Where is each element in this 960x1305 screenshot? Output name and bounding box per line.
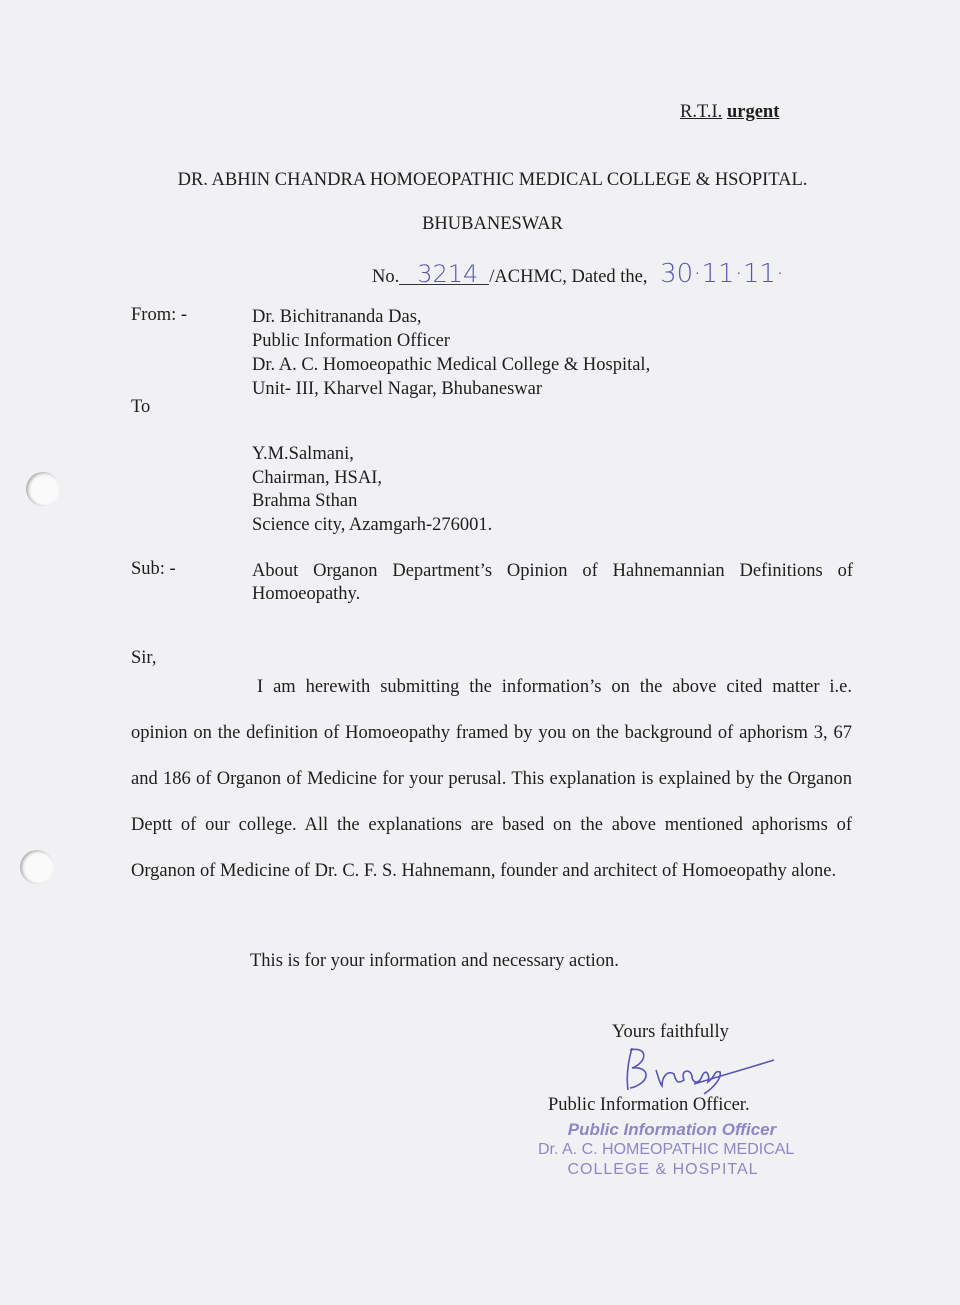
address-line: Y.M.Salmani, [252,444,354,464]
subject-text: About Organon Department’s Opinion of Hahnemannian Definitions of Homoeopathy. [252,561,853,604]
from-address [252,305,650,401]
signature-graphic [618,1040,778,1096]
address-line: Science city, Azamgarh-276001. [252,514,493,535]
stamp-line: Dr. A. C. HOMEOPATHIC MEDICAL [538,1141,795,1158]
salutation: Sir, [131,648,157,668]
address-line: Chairman, HSAI, [252,467,382,488]
subject-label: Sub: - [131,559,176,579]
urgent-label: urgent [726,102,780,122]
reference-line [372,259,784,289]
to-address [252,443,492,537]
ref-suffix: /ACHMC, Dated the, [489,267,648,287]
signature [618,1040,778,1102]
to-label: To [131,397,151,417]
address-line: Dr. Bichitrananda Das, [252,307,422,327]
body-paragraph-text: I am herewith submitting the information’s on the above cited matter i.e. opinion on the definition of Homoeopathy framed by you on the background of aphorism 3, 67 and 186 of Organon of Medicine for your perusal. This explanation is explained by the Organon Deptt of our college. All the explanations are based on the above mentioned aphorisms of Organon of Medicine of Dr. C. F. S. Hahnemann, founder and architect of Homoeopathy alone. [131,677,852,881]
address-line: Brahma Sthan [252,491,358,511]
rti-urgent-header [680,102,779,123]
ref-number: 3214 [399,264,489,285]
city-title: BHUBANESWAR [422,214,563,234]
closing-line: This is for your information and necessary action. [250,951,619,971]
designation: Public Information Officer. [548,1095,750,1115]
stamp [538,1120,795,1180]
address-line: Public Information Officer [252,331,450,351]
stamp-line: Public Information Officer [567,1120,777,1139]
ref-prefix: No. [372,267,400,287]
rti-label: R.T.I. [680,102,723,122]
stamp-line: COLLEGE & HOSPITAL [567,1161,759,1178]
address-line: Dr. A. C. Homoeopathic Medical College & Hospital, [252,355,651,375]
body-paragraph [131,664,852,894]
punch-hole [26,472,60,506]
punch-hole [20,850,54,884]
yours-faithfully: Yours faithfully [612,1022,729,1042]
institution-title: DR. ABHIN CHANDRA HOMOEOPATHIC MEDICAL COLLEGE & HSOPITAL. [177,170,808,190]
date-handwritten: 30·11·11· [660,259,785,289]
address-line: Unit- III, Kharvel Nagar, Bhubaneswar [252,379,543,399]
from-label: From: - [131,305,188,325]
